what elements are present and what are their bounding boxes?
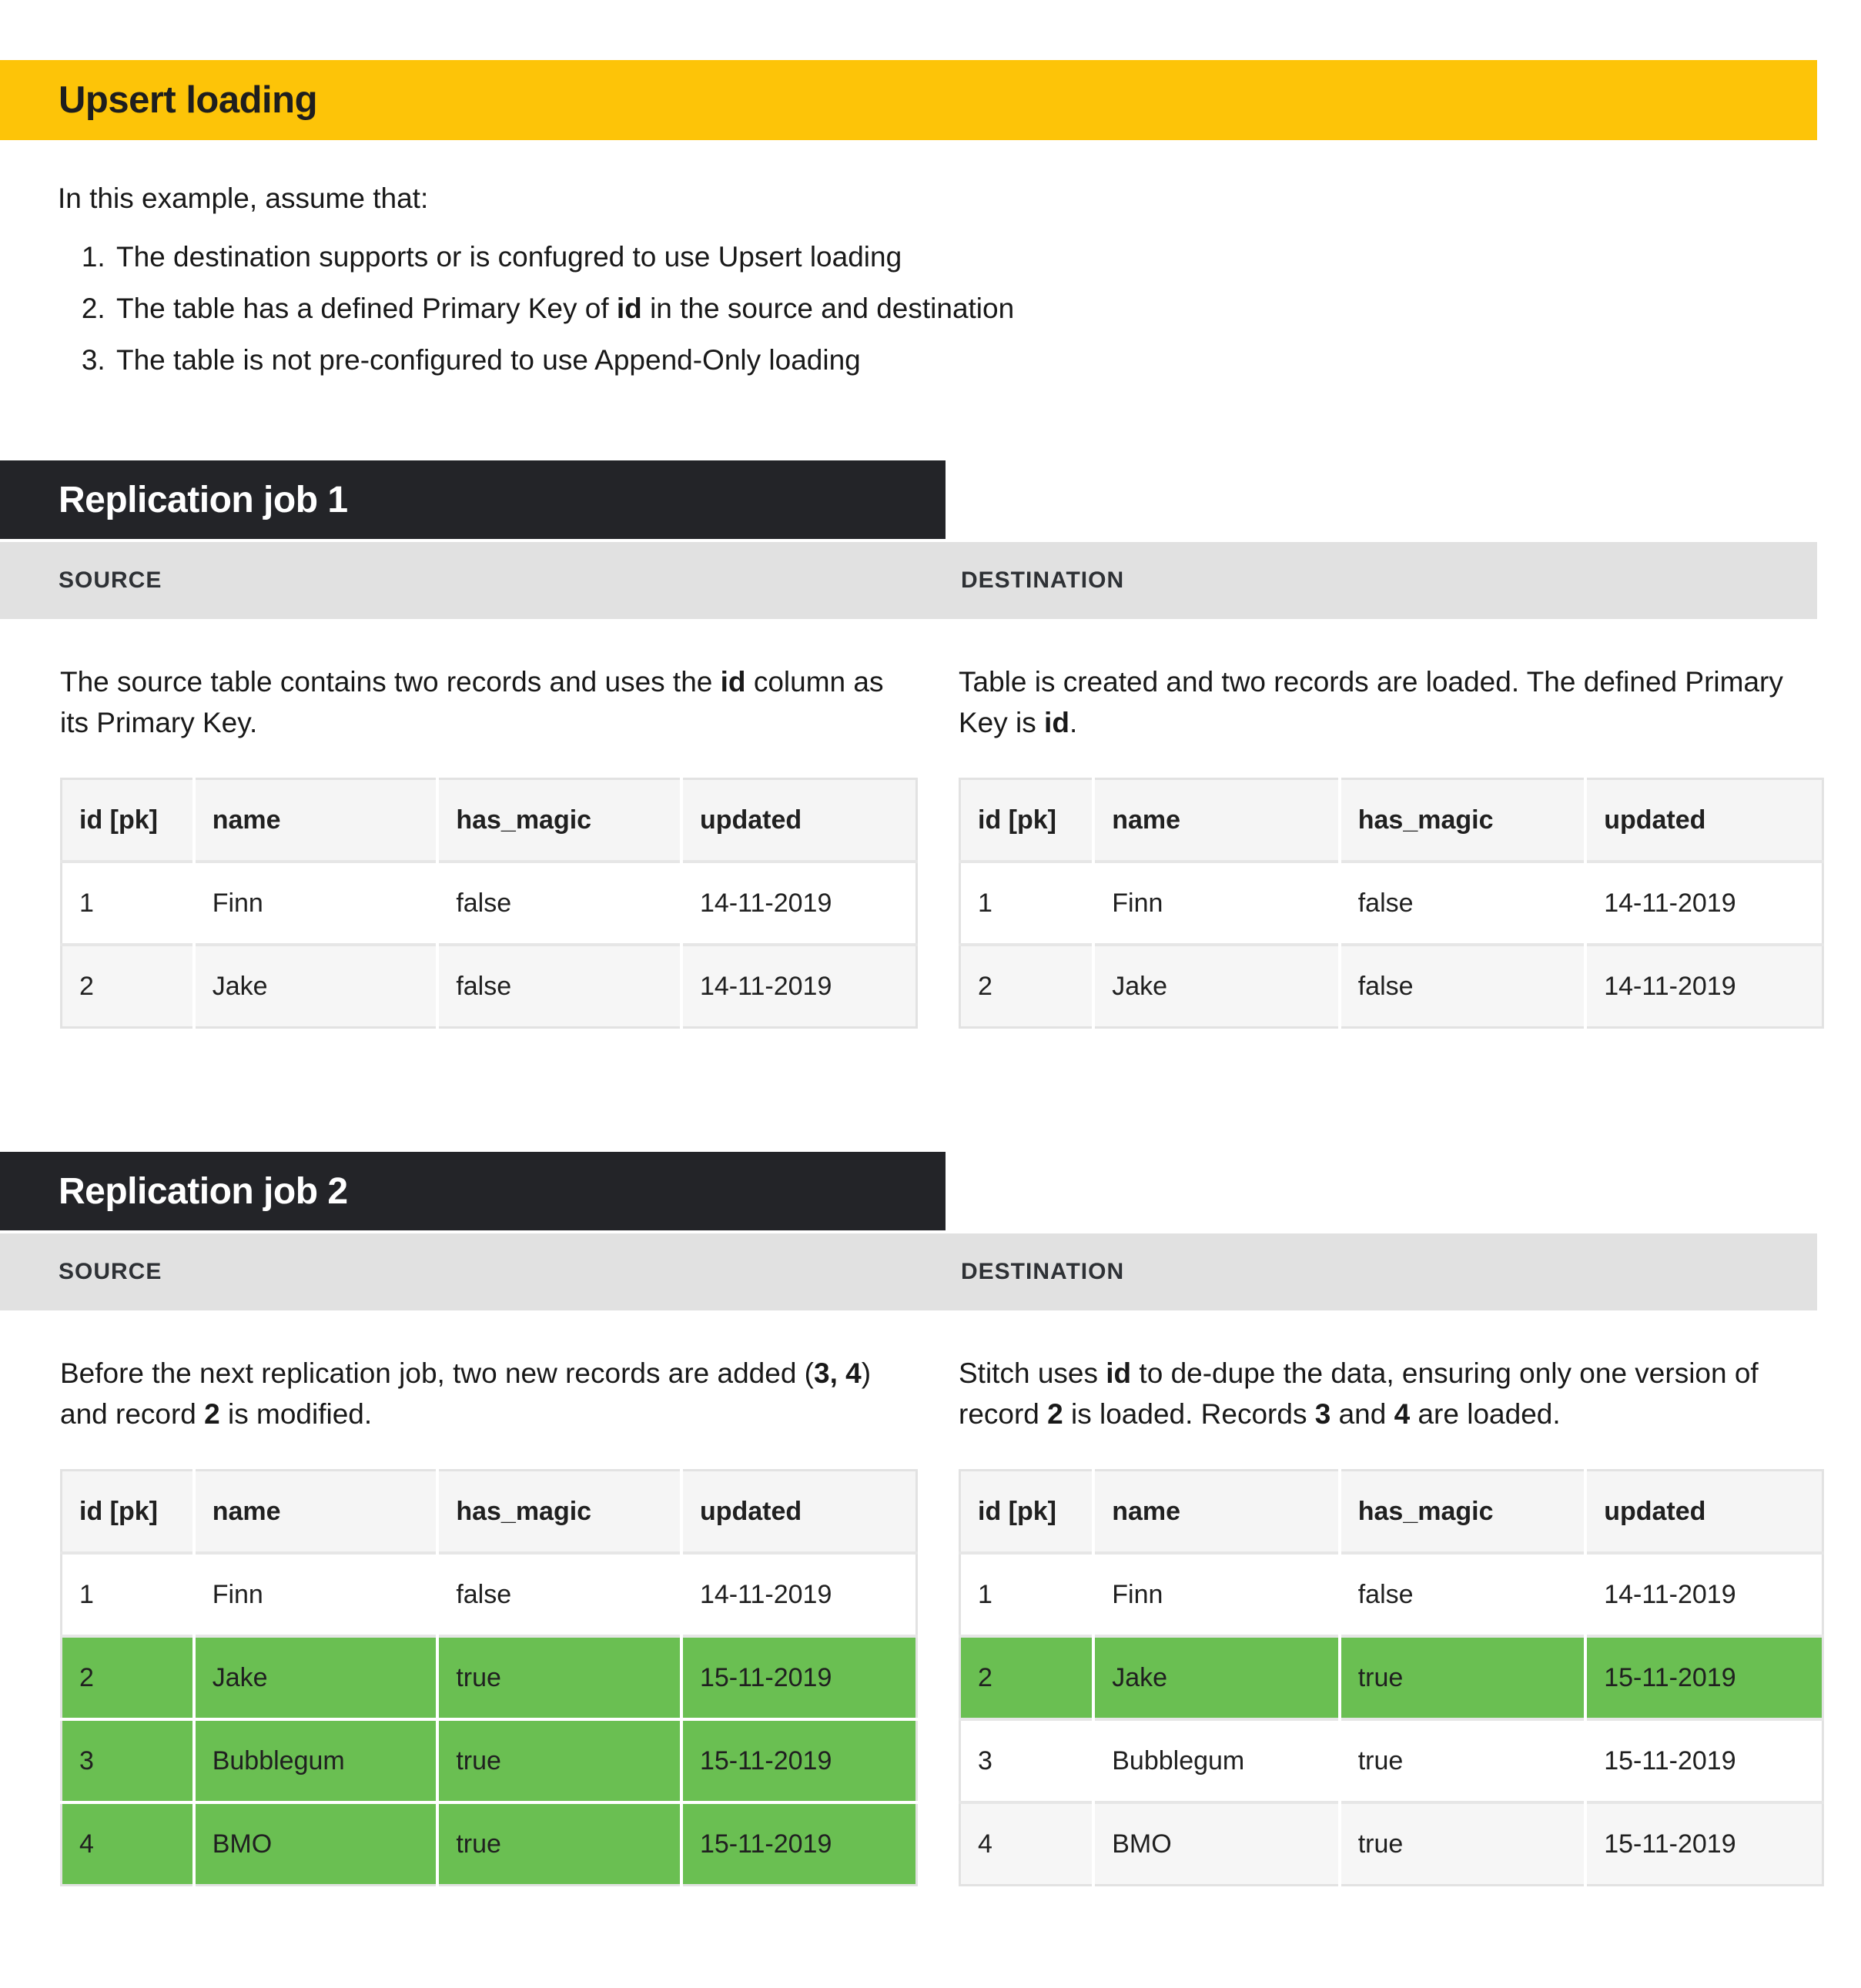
table-cell: false xyxy=(1340,1553,1585,1636)
destination-label: DESTINATION xyxy=(961,1259,1125,1284)
table-cell: false xyxy=(437,1553,681,1636)
source-destination-band xyxy=(0,542,1817,619)
table-cell: true xyxy=(437,1636,681,1719)
table-row xyxy=(960,1719,1823,1802)
table-cell: 15-11-2019 xyxy=(681,1636,917,1719)
section-replication-job-1 xyxy=(0,460,1861,1029)
column-header: has_magic xyxy=(1340,779,1585,862)
column-header: id [pk] xyxy=(62,1471,194,1554)
table-row xyxy=(62,1802,917,1886)
table-header-row xyxy=(960,779,1823,862)
section-header-bar xyxy=(0,1152,946,1230)
table-row xyxy=(960,1553,1823,1636)
table-row xyxy=(62,1719,917,1802)
table-cell: Finn xyxy=(194,862,438,945)
column-header: name xyxy=(1093,1471,1339,1554)
table-cell: 2 xyxy=(62,945,194,1028)
column-header: updated xyxy=(681,779,917,862)
destination-table xyxy=(959,778,1824,1029)
table-cell: 14-11-2019 xyxy=(681,1553,917,1636)
source-description: The source table contains two records and uses the id column as its Primary Key. xyxy=(60,666,884,738)
column-header: name xyxy=(194,1471,438,1554)
column-header: updated xyxy=(1585,779,1823,862)
list-item: 1. The destination supports or is confugred to use Upsert loading xyxy=(113,240,1817,274)
table-cell: 15-11-2019 xyxy=(681,1719,917,1802)
table-cell: 15-11-2019 xyxy=(1585,1802,1823,1886)
column-header: updated xyxy=(681,1471,917,1554)
destination-label: DESTINATION xyxy=(961,567,1125,593)
table-row xyxy=(62,1636,917,1719)
source-column xyxy=(60,619,918,1029)
table-row xyxy=(960,945,1823,1028)
section-replication-job-2 xyxy=(0,1152,1861,1886)
table-row xyxy=(960,862,1823,945)
table-cell: 14-11-2019 xyxy=(1585,1553,1823,1636)
table-cell: 1 xyxy=(960,862,1094,945)
table-cell: 2 xyxy=(960,1636,1094,1719)
column-header: id [pk] xyxy=(960,779,1094,862)
destination-description: Table is created and two records are loaded. The defined Primary Key is id. xyxy=(959,666,1783,738)
list-item: 3. The table is not pre-configured to use Append-Only loading xyxy=(113,343,1817,377)
table-cell: Jake xyxy=(1093,945,1339,1028)
table-cell: true xyxy=(437,1719,681,1802)
table-cell: 15-11-2019 xyxy=(1585,1719,1823,1802)
destination-column xyxy=(959,1310,1824,1886)
table-cell: true xyxy=(1340,1719,1585,1802)
table-header-row xyxy=(62,779,917,862)
table-cell: 1 xyxy=(62,862,194,945)
table-cell: Jake xyxy=(1093,1636,1339,1719)
table-cell: 15-11-2019 xyxy=(1585,1636,1823,1719)
table-cell: true xyxy=(1340,1636,1585,1719)
table-cell: false xyxy=(437,862,681,945)
table-cell: 1 xyxy=(62,1553,194,1636)
table-row xyxy=(62,862,917,945)
columns xyxy=(0,1310,1861,1886)
page-header xyxy=(0,60,1817,140)
section-title: Replication job 2 xyxy=(59,1170,348,1212)
table-cell: 14-11-2019 xyxy=(681,945,917,1028)
table-row xyxy=(960,1802,1823,1886)
table-header-row xyxy=(960,1471,1823,1554)
source-label: SOURCE xyxy=(59,567,162,593)
page-title: Upsert loading xyxy=(59,79,318,121)
list-item: 2. The table has a defined Primary Key of id in the source and destination xyxy=(113,292,1817,326)
table-cell: Finn xyxy=(1093,862,1339,945)
table-cell: false xyxy=(437,945,681,1028)
intro-list xyxy=(58,240,1817,377)
section-header-bar xyxy=(0,460,946,539)
destination-table xyxy=(959,1469,1824,1886)
source-table xyxy=(60,778,918,1029)
table-cell: 14-11-2019 xyxy=(1585,945,1823,1028)
table-cell: true xyxy=(1340,1802,1585,1886)
table-cell: 1 xyxy=(960,1553,1094,1636)
table-cell: 2 xyxy=(960,945,1094,1028)
table-cell: Finn xyxy=(194,1553,438,1636)
source-table xyxy=(60,1469,918,1886)
table-cell: BMO xyxy=(1093,1802,1339,1886)
intro xyxy=(58,182,1817,377)
table-cell: 4 xyxy=(62,1802,194,1886)
column-header: has_magic xyxy=(1340,1471,1585,1554)
table-header-row xyxy=(62,1471,917,1554)
source-destination-band xyxy=(0,1233,1817,1310)
table-cell: false xyxy=(1340,945,1585,1028)
table-cell: Jake xyxy=(194,945,438,1028)
table-cell: Jake xyxy=(194,1636,438,1719)
column-header: id [pk] xyxy=(960,1471,1094,1554)
source-description: Before the next replication job, two new records are added (3, 4) and record 2 is modified. xyxy=(60,1357,872,1430)
table-cell: 14-11-2019 xyxy=(681,862,917,945)
table-row xyxy=(62,1553,917,1636)
table-cell: 4 xyxy=(960,1802,1094,1886)
table-cell: BMO xyxy=(194,1802,438,1886)
table-cell: 14-11-2019 xyxy=(1585,862,1823,945)
table-row xyxy=(960,1636,1823,1719)
column-header: name xyxy=(194,779,438,862)
table-cell: 3 xyxy=(62,1719,194,1802)
destination-description: Stitch uses id to de-dupe the data, ensuring only one version of record 2 is loaded. Records 3 and 4 are loaded. xyxy=(959,1357,1759,1430)
column-header: has_magic xyxy=(437,1471,681,1554)
table-row xyxy=(62,945,917,1028)
table-cell: Bubblegum xyxy=(194,1719,438,1802)
table-cell: Bubblegum xyxy=(1093,1719,1339,1802)
table-cell: 15-11-2019 xyxy=(681,1802,917,1886)
table-cell: 2 xyxy=(62,1636,194,1719)
table-cell: true xyxy=(437,1802,681,1886)
column-header: has_magic xyxy=(437,779,681,862)
column-header: name xyxy=(1093,779,1339,862)
table-cell: false xyxy=(1340,862,1585,945)
source-column xyxy=(60,1310,918,1886)
columns xyxy=(0,619,1861,1029)
destination-column xyxy=(959,619,1824,1029)
section-title: Replication job 1 xyxy=(59,479,348,520)
column-header: updated xyxy=(1585,1471,1823,1554)
intro-lead: In this example, assume that: xyxy=(58,182,429,214)
source-label: SOURCE xyxy=(59,1259,162,1284)
column-header: id [pk] xyxy=(62,779,194,862)
table-cell: Finn xyxy=(1093,1553,1339,1636)
table-cell: 3 xyxy=(960,1719,1094,1802)
